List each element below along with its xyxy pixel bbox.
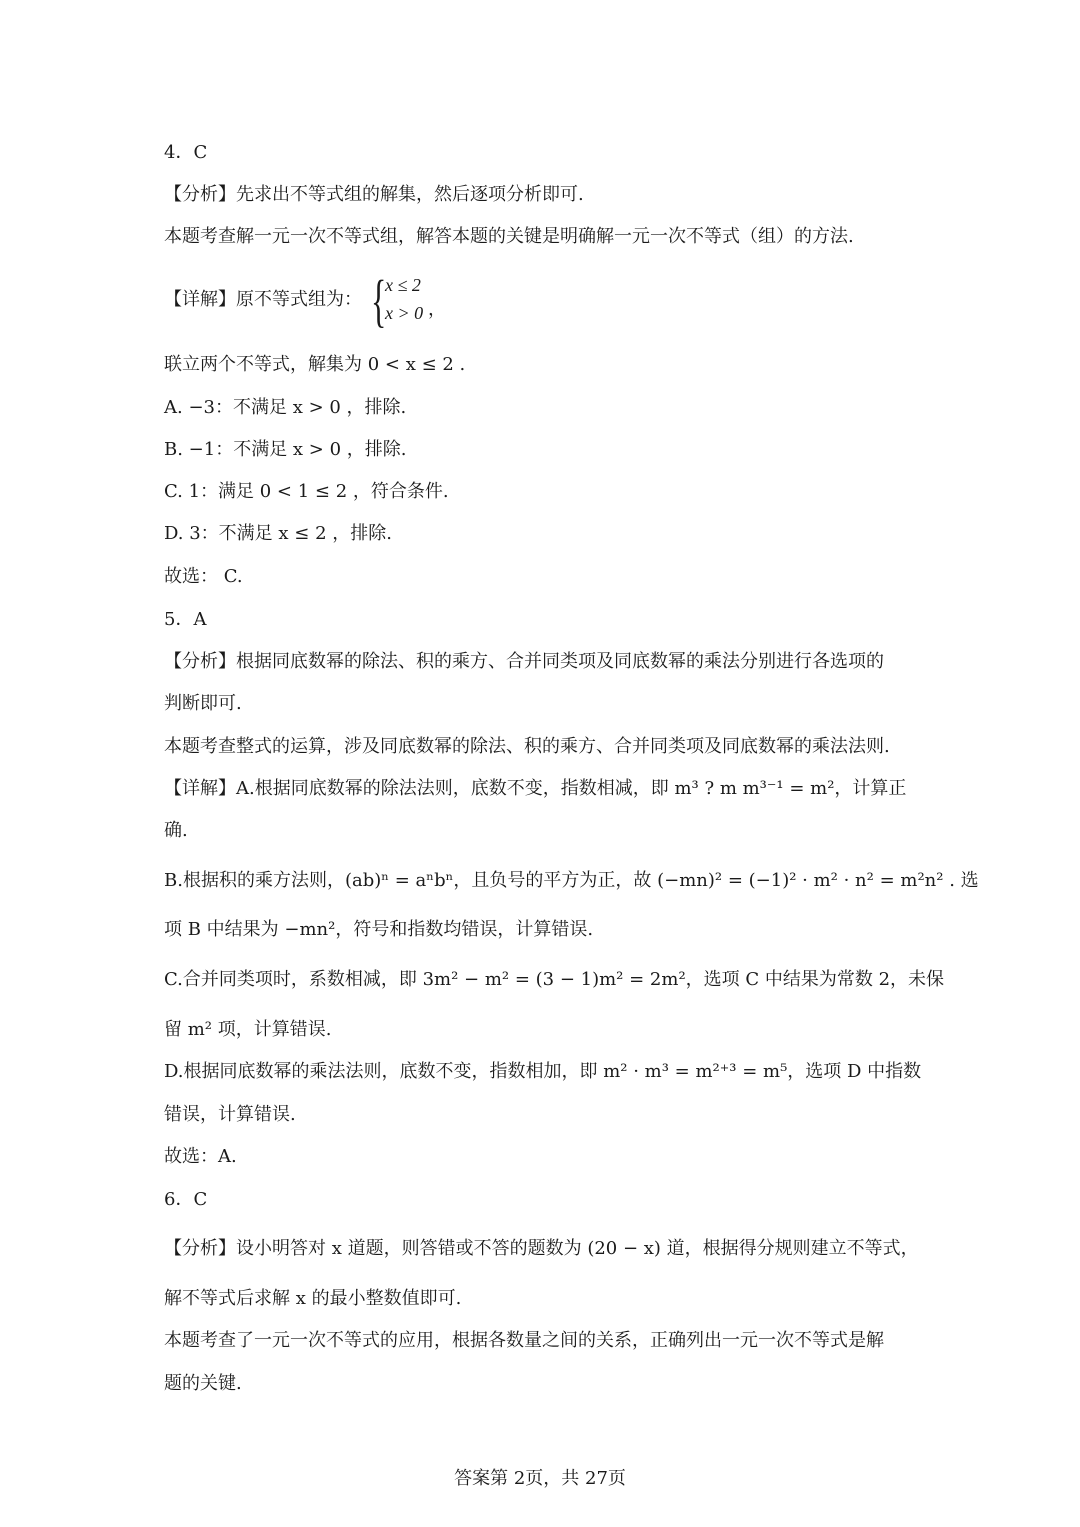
system-brace: {: [371, 268, 387, 333]
q4-number: 4．C: [164, 142, 208, 163]
q4-system-line-1: x ≤ 2: [385, 275, 421, 295]
q5-analysis-2: 判断即可.: [164, 693, 242, 714]
q5-detail-c-2: 留 m² 项，计算错误.: [164, 1019, 332, 1040]
q4-system-line-2: x > 0: [385, 303, 424, 323]
q4-option-d: D. 3：不满足 x ≤ 2 ，排除.: [164, 523, 392, 544]
q4-union: 联立两个不等式，解集为 0 < x ≤ 2 .: [164, 354, 466, 375]
q6-number: 6．C: [164, 1189, 208, 1210]
q6-summary-1: 本题考查了一元一次不等式的应用，根据各数量之间的关系，正确列出一元一次不等式是解: [164, 1330, 884, 1351]
page-footer: 答案第 2页，共 27页: [454, 1468, 626, 1489]
q4-summary: 本题考查解一元一次不等式组，解答本题的关键是明确解一元一次不等式（组）的方法.: [164, 226, 854, 247]
q4-option-a: A. −3：不满足 x > 0 ，排除.: [164, 397, 407, 418]
q5-summary: 本题考查整式的运算，涉及同底数幂的除法、积的乘方、合并同类项及同底数幂的乘法法则.: [164, 736, 890, 757]
q5-answer: 故选：A.: [164, 1146, 237, 1167]
q4-answer: 故选： C.: [164, 566, 243, 587]
q4-detail-label: 【详解】原不等式组为：: [164, 289, 362, 310]
q5-detail-d-2: 错误，计算错误.: [164, 1104, 296, 1125]
q5-detail-b-1: B.根据积的乘方法则，(ab)ⁿ = aⁿbⁿ，且负号的平方为正，故 (−mn)² = (−1)² · m² · n² = m²n² . 选: [164, 870, 979, 891]
q5-number: 5．A: [164, 609, 207, 630]
q6-summary-2: 题的关键.: [164, 1373, 242, 1394]
q5-detail-d-1: D.根据同底数幂的乘法法则，底数不变，指数相加，即 m² · m³ = m²⁺³ = m⁵，选项 D 中指数: [164, 1061, 922, 1082]
q5-detail-c-1: C.合并同类项时，系数相减，即 3m² − m² = (3 − 1)m² = 2m²，选项 C 中结果为常数 2，未保: [164, 969, 945, 990]
q5-detail-a-2: 确.: [164, 820, 188, 841]
q6-analysis-2: 解不等式后求解 x 的最小整数值即可.: [164, 1288, 462, 1309]
q5-detail-a-1: 【详解】A.根据同底数幂的除法法则，底数不变，指数相减，即 m³ ? m m³⁻¹ = m²，计算正: [164, 778, 907, 799]
q4-system-end: ，: [428, 299, 446, 319]
q5-detail-b-2: 项 B 中结果为 −mn²，符号和指数均错误，计算错误.: [164, 919, 594, 940]
q4-option-c: C. 1：满足 0 < 1 ≤ 2 ，符合条件.: [164, 481, 449, 502]
q5-analysis-1: 【分析】根据同底数幂的除法、积的乘方、合并同类项及同底数幂的乘法分别进行各选项的: [164, 651, 884, 672]
q4-analysis: 【分析】先求出不等式组的解集，然后逐项分析即可.: [164, 184, 584, 205]
q6-analysis-1: 【分析】设小明答对 x 道题，则答错或不答的题数为 (20 − x) 道，根据得分规则建立不等式，: [164, 1238, 919, 1259]
q4-option-b: B. −1：不满足 x > 0 ，排除.: [164, 439, 407, 460]
